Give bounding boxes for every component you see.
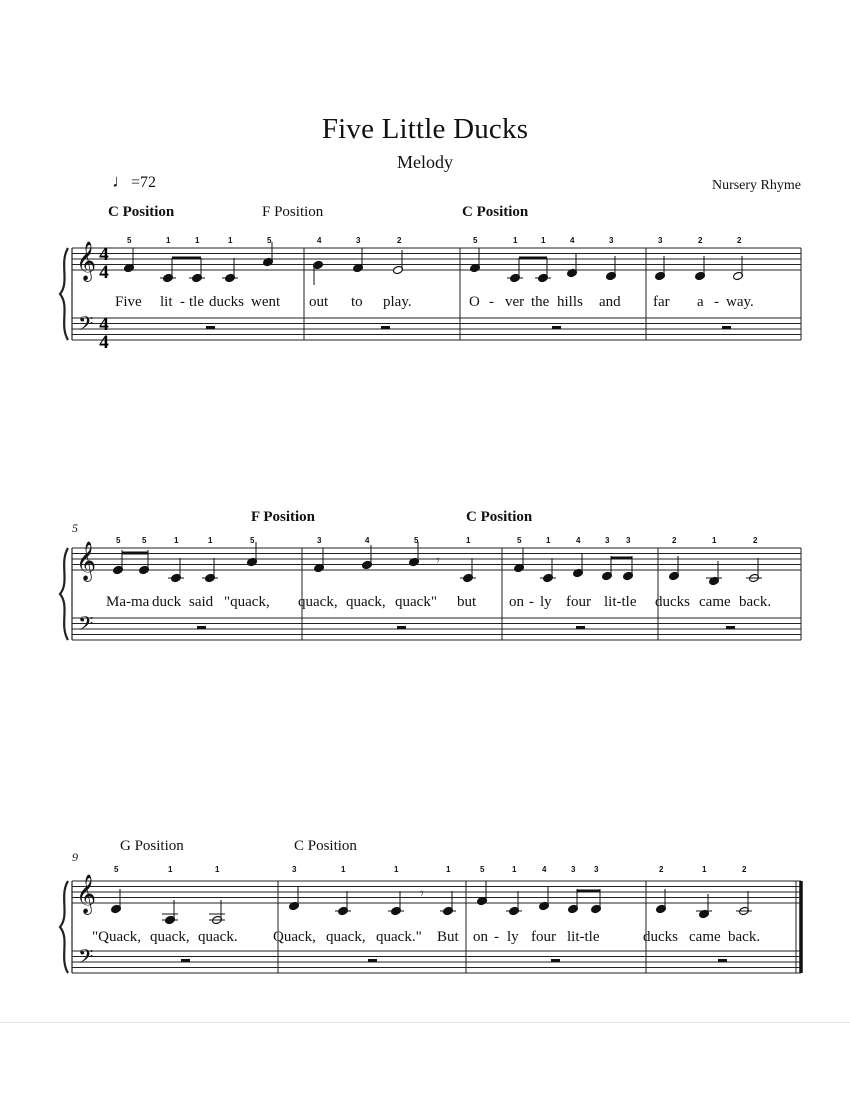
lyric-syllable: quack, (346, 594, 386, 610)
fingering: 3 (626, 536, 631, 545)
lyric-syllable: quack. (198, 929, 238, 945)
bass-clef-icon: 𝄢 (78, 312, 94, 340)
lyric-hyphen: - (714, 294, 719, 310)
fingering: 5 (127, 236, 132, 245)
lyric-syllable: ly (540, 594, 552, 610)
brace (60, 881, 68, 973)
tempo-value: =72 (131, 174, 157, 191)
lyric-syllable: to (351, 294, 363, 310)
fingering: 4 (570, 236, 575, 245)
position-label: G Position (120, 838, 184, 854)
lyric-syllable: and (599, 294, 621, 310)
fingering: 4 (576, 536, 581, 545)
fingering: 3 (605, 536, 610, 545)
fingering: 1 (712, 536, 717, 545)
lyric-syllable: back. (739, 594, 772, 610)
half-rest (368, 959, 377, 962)
position-label: C Position (466, 509, 533, 525)
lyric-syllable: a (697, 294, 704, 310)
lyric-syllable: But (437, 929, 459, 945)
half-rest (722, 326, 731, 329)
lyric-syllable: way. (726, 294, 754, 310)
lyric-syllable: "Quack, (92, 929, 142, 945)
half-rest (397, 626, 406, 629)
fingering: 5 (414, 536, 419, 545)
eighth-rest-icon: 𝄾 (420, 886, 424, 902)
lyric-syllable: duck (152, 594, 182, 610)
measure-number: 9 (72, 850, 78, 864)
lyric-syllable: the (531, 294, 550, 310)
lyric-syllable: four (566, 594, 591, 610)
lyric-syllable: play. (383, 294, 412, 310)
lyric-hyphen: - (494, 929, 499, 945)
half-rest (718, 959, 727, 962)
fingering: 5 (267, 236, 272, 245)
lyric-syllable: O (469, 294, 480, 310)
measure-number: 5 (72, 521, 78, 535)
position-label: F Position (262, 204, 324, 220)
fingering: 1 (168, 865, 173, 874)
fingering: 5 (142, 536, 147, 545)
lyric-syllable: quack, (326, 929, 366, 945)
fingering: 3 (356, 236, 361, 245)
time-signature-top: 4 (99, 244, 109, 265)
lyric-syllable: far (653, 294, 670, 310)
half-rest (552, 326, 561, 329)
fingering: 3 (609, 236, 614, 245)
position-label: C Position (108, 204, 175, 220)
lyric-syllable: ducks (643, 929, 678, 945)
lyric-syllable: ly (507, 929, 519, 945)
fingering: 1 (228, 236, 233, 245)
half-rest (181, 959, 190, 962)
brace (60, 248, 68, 340)
fingering: 2 (698, 236, 703, 245)
fingering: 1 (546, 536, 551, 545)
lyric-syllable: said (189, 594, 214, 610)
page-divider (0, 1022, 850, 1023)
fingering: 5 (473, 236, 478, 245)
fingering: 5 (114, 865, 119, 874)
lyric-syllable: lit (160, 294, 173, 310)
lyric-syllable: lit-tle (604, 594, 637, 610)
brace (60, 548, 68, 640)
half-rest (381, 326, 390, 329)
lyric-syllable: on (509, 594, 524, 610)
half-rest (206, 326, 215, 329)
fingering: 4 (542, 865, 547, 874)
fingering: 1 (394, 865, 399, 874)
fingering: 3 (594, 865, 599, 874)
fingering: 1 (166, 236, 171, 245)
treble-clef-icon: 𝄞 (76, 541, 97, 581)
half-rest (551, 959, 560, 962)
staff-lines (60, 241, 801, 973)
song-subtitle: Melody (397, 152, 453, 172)
lyric-syllable: ver (505, 294, 525, 310)
fingering: 5 (116, 536, 121, 545)
half-rest (726, 626, 735, 629)
quarter-note-icon: ♩ (112, 171, 130, 191)
fingering: 2 (672, 536, 677, 545)
fingering: 1 (208, 536, 213, 545)
half-rest (197, 626, 206, 629)
bass-clef-icon: 𝄢 (78, 945, 94, 973)
lyric-syllable: "quack, (224, 594, 270, 610)
treble-clef-icon: 𝄞 (76, 241, 97, 281)
lyric-syllable: ducks (209, 294, 244, 310)
fingering: 1 (512, 865, 517, 874)
fingering: 2 (742, 865, 747, 874)
fingering: 4 (365, 536, 370, 545)
fingering: 1 (341, 865, 346, 874)
fingering: 1 (174, 536, 179, 545)
lyric-syllable: went (251, 294, 281, 310)
lyric-syllable: quack, (150, 929, 190, 945)
song-title: Five Little Ducks (321, 113, 529, 145)
lyric-syllable: Ma-ma (106, 594, 150, 610)
fingering: 1 (466, 536, 471, 545)
lyric-syllable: lit-tle (567, 929, 600, 945)
fingering: 3 (658, 236, 663, 245)
fingering: 3 (571, 865, 576, 874)
lyric-syllable: back. (728, 929, 761, 945)
fingering: 5 (480, 865, 485, 874)
lyric-syllable: out (309, 294, 329, 310)
treble-clef-icon: 𝄞 (76, 874, 97, 914)
lyric-syllable: Five (115, 294, 142, 310)
time-signature (99, 244, 109, 353)
lyric-syllable: tle (189, 294, 204, 310)
fingering: 4 (317, 236, 322, 245)
fingering: 3 (292, 865, 297, 874)
fingering: 1 (215, 865, 220, 874)
lyric-hyphen: - (529, 594, 534, 610)
lyric-syllable: quack." (376, 929, 422, 945)
fingering: 1 (541, 236, 546, 245)
lyric-syllable: came (699, 594, 731, 610)
eighth-rest-icon: 𝄾 (436, 553, 440, 569)
lyric-syllable: quack" (395, 594, 437, 610)
lyric-syllable: came (689, 929, 721, 945)
lyric-syllable: hills (557, 294, 583, 310)
fingering: 3 (317, 536, 322, 545)
notation-marks (111, 242, 762, 962)
fingering: 2 (659, 865, 664, 874)
lyric-syllable: quack, (298, 594, 338, 610)
fingering: 1 (702, 865, 707, 874)
half-rest (576, 626, 585, 629)
fingering: 2 (397, 236, 402, 245)
fingering: 5 (517, 536, 522, 545)
fingering: 1 (195, 236, 200, 245)
bass-clef-icon: 𝄢 (78, 612, 94, 640)
lyric-syllable: Quack, (273, 929, 316, 945)
position-label: F Position (251, 509, 316, 525)
time-signature-top: 4 (99, 314, 109, 335)
fingering: 5 (250, 536, 255, 545)
lyric-hyphen: - (489, 294, 494, 310)
lyric-hyphen: - (180, 294, 185, 310)
lyric-syllable: on (473, 929, 488, 945)
fingering: 1 (513, 236, 518, 245)
lyric-syllable: ducks (655, 594, 690, 610)
fingering: 2 (753, 536, 758, 545)
composer: Nursery Rhyme (711, 178, 801, 193)
position-label: C Position (294, 838, 357, 854)
fingering: 1 (446, 865, 451, 874)
position-label: C Position (462, 204, 529, 220)
lyric-syllable: but (457, 594, 477, 610)
time-signature-bottom: 4 (99, 262, 109, 283)
lyric-syllable: four (531, 929, 556, 945)
fingering: 2 (737, 236, 742, 245)
time-signature-bottom: 4 (99, 332, 109, 353)
